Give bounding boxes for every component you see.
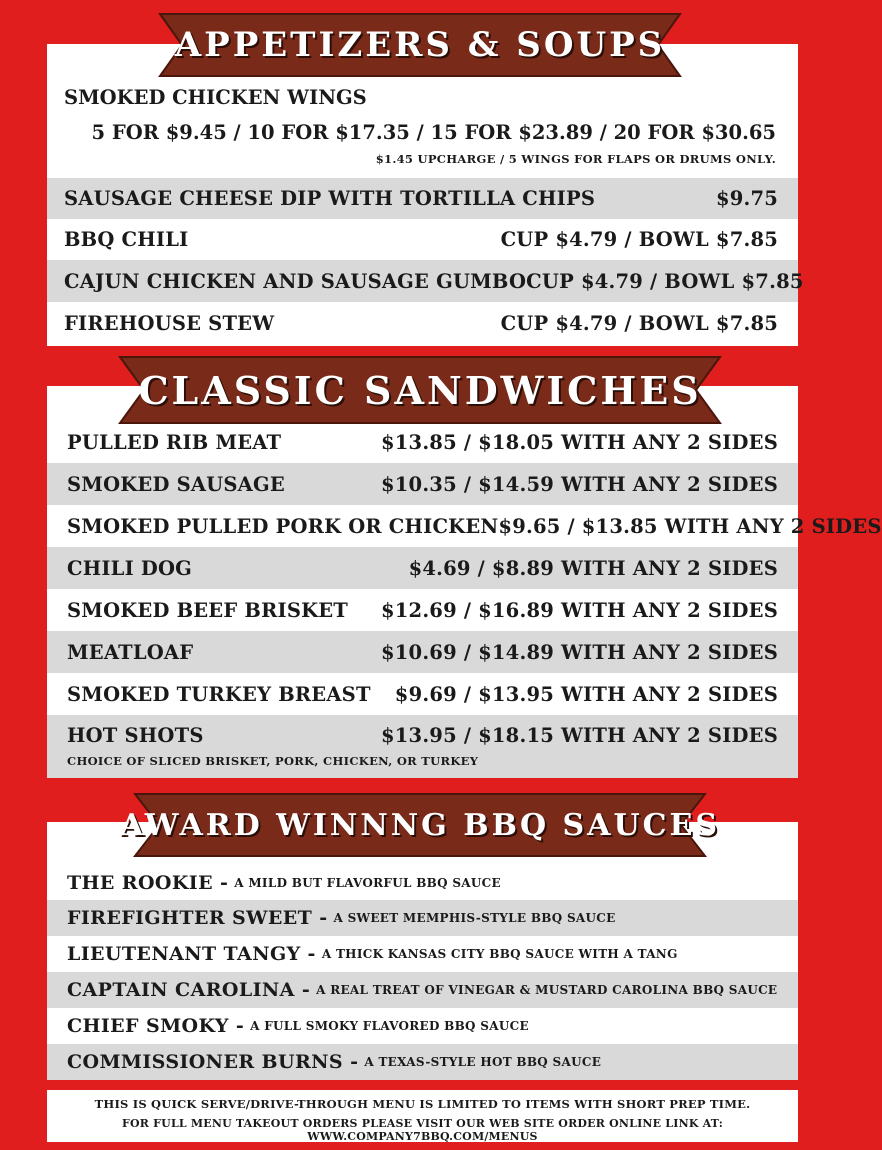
item-name: BBQ CHILI [64, 228, 189, 251]
sauce-row [47, 900, 798, 936]
item-price: $9.75 [715, 187, 778, 210]
menu-item-row [47, 178, 798, 219]
menu-item-row [47, 302, 798, 344]
item-price: $9.65 / $13.85 WITH ANY 2 SIDES [498, 514, 882, 538]
sauce-name: CAPTAIN CAROLINA - [67, 979, 311, 1001]
menu-item-row-hot-shots [47, 715, 798, 778]
menu-item-row [47, 505, 882, 547]
sauce-description: A SWEET MEMPHIS-STYLE BBQ SAUCE [333, 911, 616, 925]
item-price: CUP $4.79 / BOWL $7.85 [526, 269, 804, 293]
hot-shots-note: CHOICE OF SLICED BRISKET, PORK, CHICKEN, OR TURKEY [67, 754, 479, 768]
item-name: SMOKED SAUSAGE [67, 472, 285, 496]
menu-item-row [47, 260, 804, 302]
wings-name: SMOKED CHICKEN WINGS [64, 86, 367, 109]
item-price: $10.69 / $14.89 WITH ANY 2 SIDES [381, 640, 778, 664]
item-name: CHILI DOG [67, 556, 193, 580]
section-title: CLASSIC SANDWICHES [138, 367, 702, 413]
item-name: HOT SHOTS [67, 723, 204, 747]
item-price: CUP $4.79 / BOWL $7.85 [500, 311, 778, 335]
item-price: $4.69 / $8.89 WITH ANY 2 SIDES [408, 556, 778, 580]
menu-item-row [47, 715, 798, 755]
section-title: AWARD WINNNG BBQ SAUCES [119, 807, 721, 843]
sauce-description: A THICK KANSAS CITY BBQ SAUCE WITH A TANG [321, 947, 678, 961]
sauce-name: THE ROOKIE - [67, 872, 229, 894]
sauce-name: FIREFIGHTER SWEET - [67, 907, 328, 929]
menu-item-row [47, 673, 798, 715]
menu-item-row [47, 589, 798, 631]
item-price: $12.69 / $16.89 WITH ANY 2 SIDES [381, 598, 778, 622]
item-name: SMOKED TURKEY BREAST [67, 682, 371, 706]
wings-note: $1.45 UPCHARGE / 5 WINGS FOR FLAPS OR DRUMS ONLY. [375, 152, 776, 166]
sauce-row [47, 972, 798, 1008]
item-price: $9.69 / $13.95 WITH ANY 2 SIDES [394, 682, 778, 706]
item-price: $10.35 / $14.59 WITH ANY 2 SIDES [381, 472, 778, 496]
sauce-row [47, 866, 798, 900]
menu-item-row [47, 422, 798, 463]
menu-item-row [47, 547, 798, 589]
sauce-description: A FULL SMOKY FLAVORED BBQ SAUCE [250, 1019, 529, 1033]
sauce-description: A TEXAS-STYLE HOT BBQ SAUCE [364, 1055, 602, 1069]
sauce-name: COMMISSIONER BURNS - [67, 1051, 359, 1073]
footer-panel [47, 1090, 798, 1142]
sauce-description: A REAL TREAT OF VINEGAR & MUSTARD CAROLINA BBQ SAUCE [316, 983, 778, 997]
appetizers-banner [160, 14, 680, 76]
sauces-panel [47, 822, 798, 1080]
item-name: SAUSAGE CHEESE DIP WITH TORTILLA CHIPS [64, 187, 596, 210]
section-title: APPETIZERS & SOUPS [174, 25, 666, 65]
item-name: FIREHOUSE STEW [64, 311, 275, 335]
item-price: $13.95 / $18.15 WITH ANY 2 SIDES [381, 723, 778, 747]
sauce-description: A MILD BUT FLAVORFUL BBQ SAUCE [234, 876, 501, 890]
appetizers-panel [47, 44, 804, 346]
footer-line-2: FOR FULL MENU TAKEOUT ORDERS PLEASE VISIT OUR WEB SITE ORDER ONLINE LINK AT: WWW.COMPANY7BBQ.COM/MENUS [122, 1117, 723, 1143]
footer-line-1: THIS IS QUICK SERVE/DRIVE-THROUGH MENU IS LIMITED TO ITEMS WITH SHORT PREP TIME. [94, 1097, 751, 1111]
item-name: PULLED RIB MEAT [67, 431, 282, 454]
menu-item-row [47, 631, 798, 673]
item-price: $13.85 / $18.05 WITH ANY 2 SIDES [381, 431, 778, 454]
sauce-name: LIEUTENANT TANGY - [67, 943, 316, 965]
sauce-row [47, 1044, 798, 1080]
item-name: SMOKED PULLED PORK OR CHICKEN [67, 514, 499, 538]
sauce-name: CHIEF SMOKY - [67, 1015, 245, 1037]
item-name: SMOKED BEEF BRISKET [67, 598, 349, 622]
sandwiches-panel [47, 386, 882, 778]
item-name: MEATLOAF [67, 640, 194, 664]
menu-item-row [47, 463, 798, 505]
item-price: CUP $4.79 / BOWL $7.85 [500, 228, 778, 251]
sandwiches-banner [120, 357, 720, 423]
item-name: CAJUN CHICKEN AND SAUSAGE GUMBO [64, 269, 527, 293]
menu-item-row [47, 219, 798, 260]
sauce-row [47, 936, 798, 972]
sauce-row [47, 1008, 798, 1044]
wings-prices: 5 FOR $9.45 / 10 FOR $17.35 / 15 FOR $23.89 / 20 FOR $30.65 [91, 121, 776, 144]
sauces-banner [119, 794, 721, 856]
